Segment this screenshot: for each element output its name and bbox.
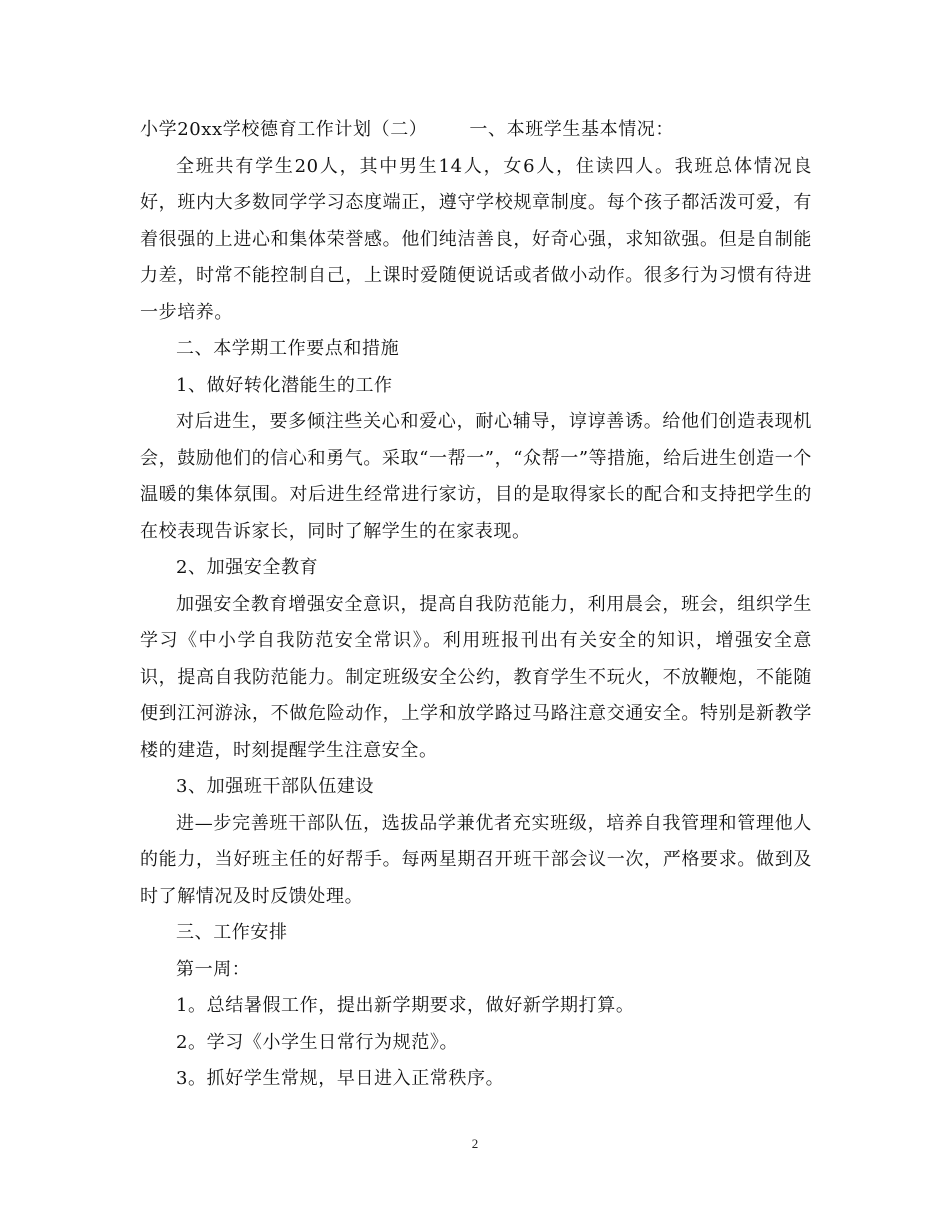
- section1-heading: 一、本班学生基本情况：: [469, 119, 675, 140]
- item2-heading: 2、加强安全教育: [176, 557, 319, 578]
- paragraph-item1: 对后进生，要多倾注些关心和爱心，耐心辅导，谆谆善诱。给他们创造表现机会，鼓励他们的信心和勇气。采取“一帮一”，“众帮一”等措施，给后进生创造一个温暖的集体氛围。对后进生经常进行家访，目的是取得家长的配合和支持把学生的在校表现告诉家长，同时了解学生的在家表现。: [140, 411, 812, 542]
- paragraph-class-situation: 全班共有学生20人，其中男生14人，女6人，住读四人。我班总体情况良好，班内大多数同学学习态度端正，遵守学校规章制度。每个孩子都活泼可爱，有着很强的上进心和集体荣誉感。他们纯洁善良，好奇心强，求知欲强。但是自制能力差，时常不能控制自己，上课时爱随便说话或者做小动作。很多行为习惯有待进一步培养。: [140, 155, 812, 323]
- document-title: 小学20xx学校德育工作计划（二）: [140, 119, 428, 140]
- item1-heading: 1、做好转化潜能生的工作: [176, 374, 393, 396]
- section3-heading: 三、工作安排: [176, 922, 288, 943]
- page-number: 2: [471, 1136, 479, 1151]
- section2-heading: 二、本学期工作要点和措施: [176, 338, 400, 359]
- item3-heading: 3、加强班干部队伍建设: [176, 776, 375, 797]
- paragraph-item2: 加强安全教育增强安全意识，提高自我防范能力，利用晨会，班会，组织学生学习《中小学自我防范安全常识》。利用班报刊出有关安全的知识，增强安全意识，提高自我防范能力。制定班级安全公约，教育学生不玩火，不放鞭炮，不能随便到江河游泳，不做危险动作，上学和放学路过马路注意交通安全。特别是新教学楼的建造，时刻提醒学生注意安全。: [140, 593, 812, 761]
- paragraph-item3: 进—步完善班干部队伍，选拔品学兼优者充实班级，培养自我管理和管理他人的能力，当好班主任的好帮手。每两星期召开班干部会议一次，严格要求。做到及时了解情况及时反馈处理。: [140, 812, 812, 907]
- week1-item: 2。学习《小学生日常行为规范》。: [176, 1031, 459, 1053]
- title-line: [140, 112, 812, 149]
- week1-heading: 第一周：: [176, 958, 251, 980]
- week1-item: 1。总结暑假工作，提出新学期要求，做好新学期打算。: [176, 995, 635, 1016]
- document-body: [140, 112, 812, 1098]
- week1-item: 3。抓好学生常规，早日进入正常秩序。: [176, 1068, 505, 1089]
